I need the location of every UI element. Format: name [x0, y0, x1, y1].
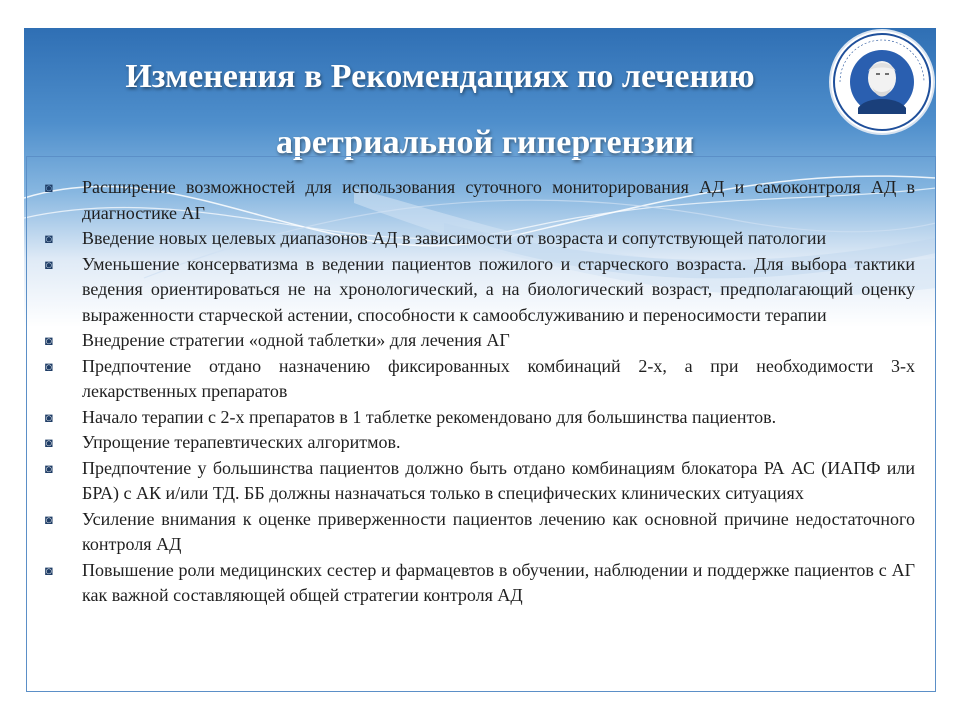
- list-item-text: Предпочтение у большинства пациентов должно быть отдано комбинациям блокатора РА АС (ИАПФ или БРА) с АК и/или ТД. ББ должны назначаться только в специфических клинических ситуациях: [82, 457, 915, 503]
- list-item-text: Упрощение терапевтических алгоритмов.: [82, 432, 401, 452]
- list-item-text: Уменьшение консерватизма в ведении пациентов пожилого и старческого возраста. Для выбора тактики ведения ориентироваться не на хронологический, а на биологический возраст, предполагающий оценку выраженности старческой астении, способности к самообслуживанию и переносимости терапии: [82, 253, 915, 325]
- bullet-icon: ◙: [45, 435, 53, 450]
- bullet-icon: ◙: [45, 511, 53, 527]
- content-box: [26, 156, 936, 692]
- list-item: [45, 175, 915, 226]
- bullet-icon: ◙: [45, 231, 53, 246]
- list-item: [45, 405, 915, 431]
- list-item-text: Повышение роли медицинских сестер и фармацевтов в обучении, наблюдении и поддержке пациентов с АГ как важной составляющей общей стратегии контроля АД: [82, 559, 915, 605]
- bullet-icon: ◙: [45, 409, 53, 425]
- list-item-text: Введение новых целевых диапазонов АД в зависимости от возраста и сопутствующей патологии: [82, 228, 827, 248]
- list-item: [45, 328, 915, 354]
- title-line-1: Изменения в Рекомендациях по лечению: [125, 58, 755, 95]
- list-item: [45, 558, 915, 609]
- list-item: [45, 456, 915, 507]
- list-item-text: Внедрение стратегии «одной таблетки» для лечения АГ: [82, 330, 510, 350]
- title-line-2: аретриальной гипертензии: [275, 124, 695, 161]
- bullet-icon: ◙: [45, 256, 53, 272]
- list-item-text: Расширение возможностей для использования суточного мониторирования АД и самоконтроля АД в диагностике АГ: [82, 177, 915, 223]
- list-item: [45, 430, 915, 456]
- list-item: [45, 226, 915, 252]
- bullet-icon: ◙: [45, 180, 53, 195]
- list-item: [45, 507, 915, 558]
- bullet-icon: ◙: [45, 460, 53, 476]
- list-item-text: Начало терапии с 2-х препаратов в 1 таблетке рекомендовано для большинства пациентов.: [82, 406, 777, 427]
- bullet-icon: ◙: [45, 562, 53, 578]
- bullet-icon: ◙: [45, 358, 53, 374]
- foundation-logo-icon: [828, 28, 936, 136]
- list-item-text: Усиление внимания к оценке приверженности пациентов лечению как основной причине недостаточного контроля АД: [82, 508, 915, 554]
- bullet-icon: ◙: [45, 333, 53, 348]
- list-item-text: Предпочтение отдано назначению фиксированных комбинаций 2-х, а при необходимости 3-х лекарственных препаратов: [82, 355, 915, 401]
- bullet-list: [27, 157, 935, 609]
- list-item: [45, 252, 915, 329]
- list-item: [45, 354, 915, 405]
